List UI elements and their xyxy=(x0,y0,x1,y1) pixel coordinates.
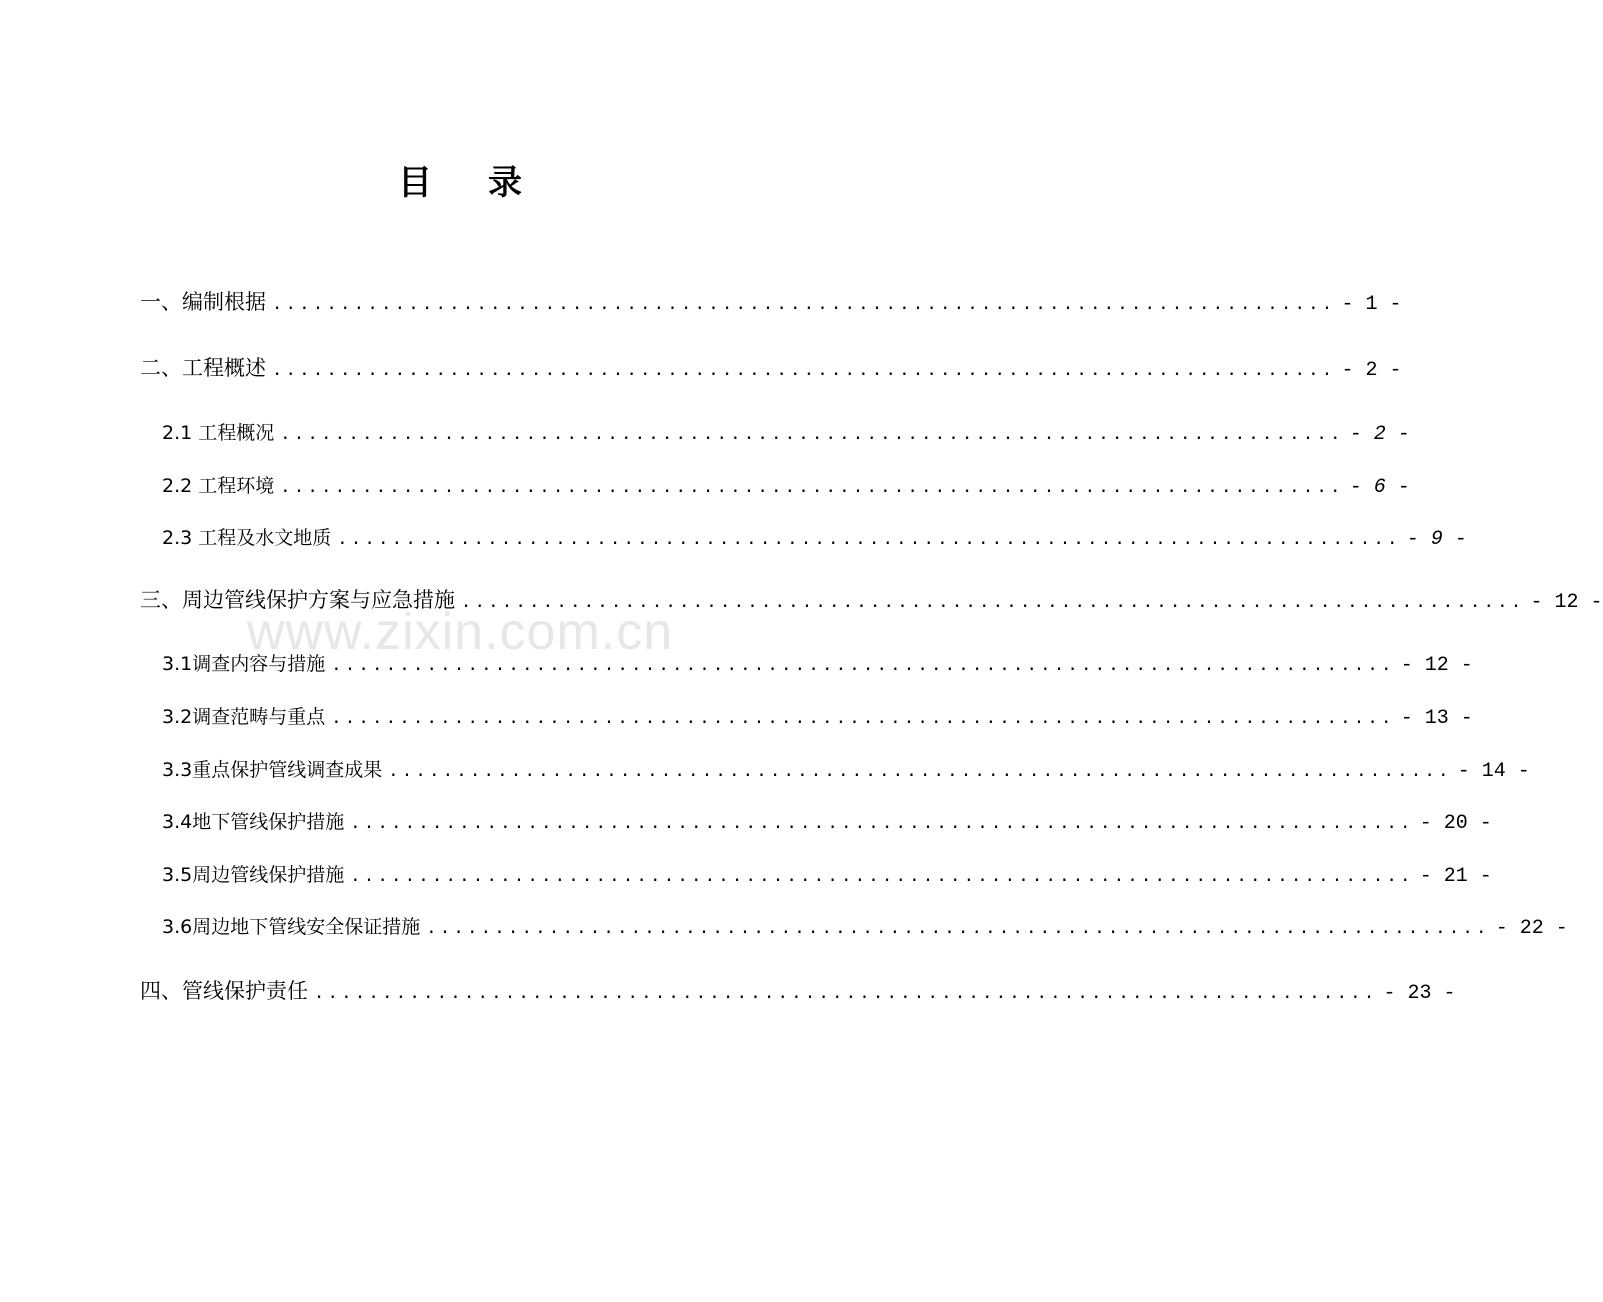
toc-entry[interactable] xyxy=(162,471,1410,505)
watermark: www.zixin.com.cn xyxy=(246,603,674,661)
toc-page-number: - 22 - xyxy=(1495,917,1568,940)
toc-leader: .............................................................................. xyxy=(461,592,1525,612)
toc-entry-label: 一、编制根据 xyxy=(140,290,266,314)
toc-entry[interactable] xyxy=(162,702,1473,736)
toc-entry[interactable] xyxy=(162,860,1492,894)
toc-leader: .............................................................................. xyxy=(331,708,1395,728)
toc-entry-label: 3.4地下管线保护措施 xyxy=(162,811,345,833)
toc-entry-label: 二、工程概述 xyxy=(140,356,266,380)
toc-page-number: - 23 - xyxy=(1383,982,1456,1005)
toc-page-number: - 12 - xyxy=(1400,654,1473,677)
toc-page-number: - 2 - xyxy=(1341,359,1402,382)
toc-entry-label: 2.3 工程及水文地质 xyxy=(162,527,332,549)
page-title-char-1: 目 xyxy=(398,163,432,203)
toc-entry[interactable] xyxy=(162,418,1410,452)
toc-entry[interactable] xyxy=(140,975,1456,1009)
toc-entry-label: 四、管线保护责任 xyxy=(140,979,308,1003)
toc-leader: .............................................................................. xyxy=(272,294,1336,314)
toc-leader: .............................................................................. xyxy=(280,424,1344,444)
toc-page-number: - 13 - xyxy=(1400,707,1473,730)
toc-page-number: - 9 - xyxy=(1406,528,1467,551)
toc-entry-label: 3.6周边地下管线安全保证措施 xyxy=(162,916,421,938)
toc-page-number: - 12 - xyxy=(1530,591,1603,614)
toc-leader: .............................................................................. xyxy=(350,866,1414,886)
toc-entry[interactable] xyxy=(140,286,1402,320)
toc-entry-label: 3.3重点保护管线调查成果 xyxy=(162,759,383,781)
toc-page-number: - 6 - xyxy=(1349,476,1410,499)
toc-entry[interactable] xyxy=(162,755,1530,789)
toc-entry-label: 2.1 工程概况 xyxy=(162,422,275,444)
toc-entry[interactable] xyxy=(162,807,1492,841)
toc-leader: .............................................................................. xyxy=(388,761,1452,781)
toc-entry-label: 3.2调查范畴与重点 xyxy=(162,706,326,728)
toc-leader: .............................................................................. xyxy=(337,529,1401,549)
toc-leader: .............................................................................. xyxy=(331,655,1395,675)
page-title xyxy=(0,155,920,204)
toc-page-number: - 1 - xyxy=(1341,293,1402,316)
toc-leader: .............................................................................. xyxy=(272,360,1336,380)
toc-leader: .............................................................................. xyxy=(350,813,1414,833)
toc-leader: .............................................................................. xyxy=(280,477,1344,497)
toc-entry[interactable] xyxy=(162,649,1473,683)
toc-entry[interactable] xyxy=(140,584,1603,618)
toc-entry[interactable] xyxy=(162,912,1568,946)
toc-entry[interactable] xyxy=(162,523,1467,557)
toc-page-number: - 14 - xyxy=(1457,760,1530,783)
toc-entry-label: 3.1调查内容与措施 xyxy=(162,653,326,675)
toc-leader: .............................................................................. xyxy=(314,983,1378,1003)
toc-page-number: - 20 - xyxy=(1419,812,1492,835)
toc-entry-label: 3.5周边管线保护措施 xyxy=(162,864,345,886)
toc-entry-label: 三、周边管线保护方案与应急措施 xyxy=(140,588,455,612)
page-title-char-2: 录 xyxy=(488,163,522,203)
toc-page-number: - 2 - xyxy=(1349,423,1410,446)
toc-entry[interactable] xyxy=(140,352,1402,386)
toc-leader: .............................................................................. xyxy=(426,918,1490,938)
toc-entry-label: 2.2 工程环境 xyxy=(162,475,275,497)
toc-page-number: - 21 - xyxy=(1419,865,1492,888)
